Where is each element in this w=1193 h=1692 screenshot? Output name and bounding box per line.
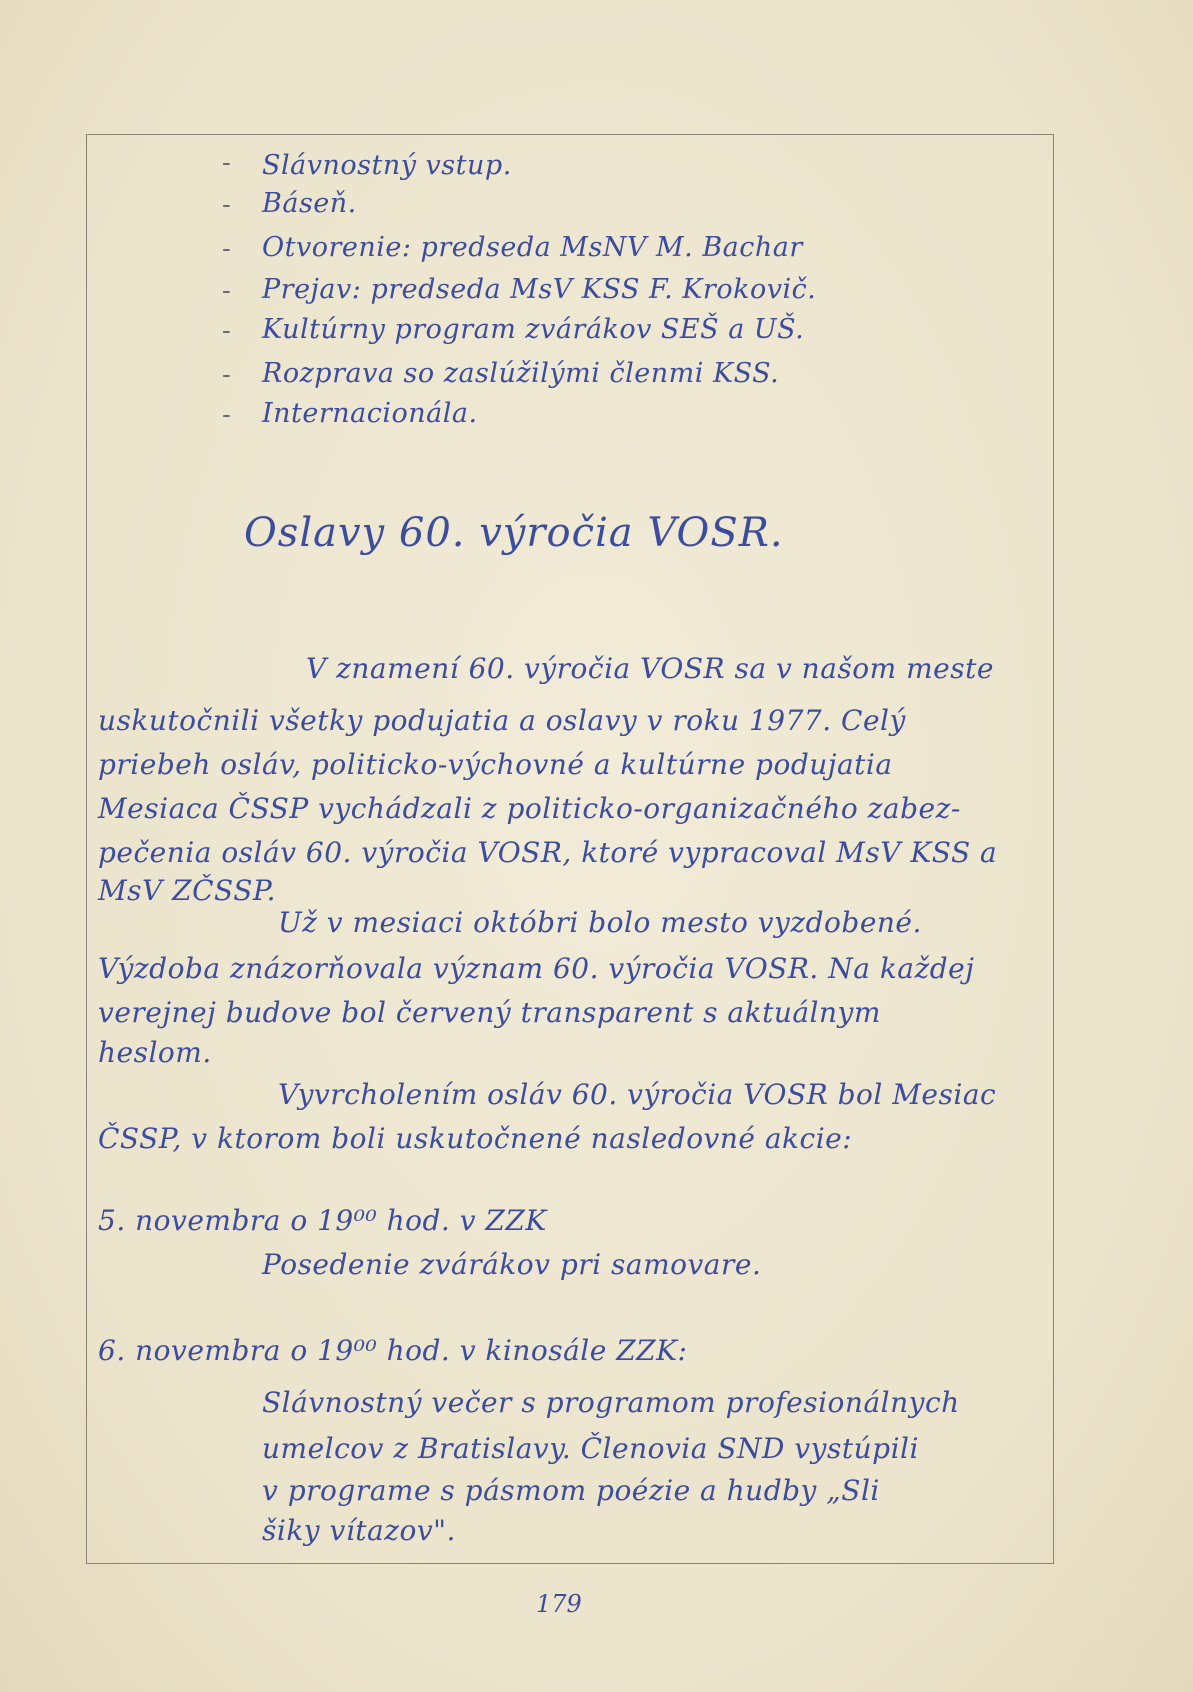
event-date: 5. novembra o 19⁰⁰ hod. v ZZK — [98, 1204, 547, 1237]
event-description: Slávnostný večer s programom profesionálnych — [262, 1386, 960, 1419]
event-description: Posedenie zvárákov pri samovare. — [262, 1248, 762, 1281]
text-line: MsV ZČSSP. — [98, 874, 276, 907]
text-line: ČSSP, v ktorom boli uskutočnené nasledovné akcie: — [98, 1122, 853, 1155]
list-dash: - — [222, 234, 231, 264]
program-item: Báseň. — [262, 188, 357, 219]
program-item: Kultúrny program zvárákov SEŠ a UŠ. — [262, 314, 805, 345]
text-line: Vyvrcholením osláv 60. výročia VOSR bol Mesiac — [278, 1078, 997, 1111]
list-dash: - — [222, 190, 231, 220]
text-line: pečenia osláv 60. výročia VOSR, ktoré vypracoval MsV KSS a — [98, 836, 998, 869]
event-date: 6. novembra o 19⁰⁰ hod. v kinosále ZZK: — [98, 1334, 688, 1367]
event-description: v programe s pásmom poézie a hudby „Sli — [262, 1474, 880, 1507]
event-description: umelcov z Bratislavy. Členovia SND vystúpili — [262, 1432, 919, 1465]
list-dash: - — [222, 360, 231, 390]
text-line: Mesiaca ČSSP vychádzali z politicko-organizačného zabez- — [98, 792, 961, 825]
text-line: uskutočnili všetky podujatia a oslavy v roku 1977. Celý — [98, 704, 906, 737]
list-dash: - — [222, 400, 231, 430]
event-description: šiky vítazov". — [262, 1514, 456, 1547]
list-dash: - — [222, 148, 231, 178]
program-item: Otvorenie: predseda MsNV M. Bachar — [262, 232, 803, 263]
page-number: 179 — [536, 1590, 582, 1618]
text-line: Už v mesiaci októbri bolo mesto vyzdobené. — [278, 906, 922, 939]
program-item: Slávnostný vstup. — [262, 150, 512, 181]
text-line: V znamení 60. výročia VOSR sa v našom meste — [306, 652, 994, 685]
section-heading: Oslavy 60. výročia VOSR. — [244, 510, 784, 556]
program-item: Rozprava so zaslúžilými členmi KSS. — [262, 358, 780, 389]
list-dash: - — [222, 276, 231, 306]
text-line: heslom. — [98, 1036, 212, 1069]
program-item: Internacionála. — [262, 398, 478, 429]
text-line: Výzdoba znázorňovala význam 60. výročia VOSR. Na každej — [98, 952, 975, 985]
program-item: Prejav: predseda MsV KSS F. Krokovič. — [262, 274, 817, 305]
text-line: verejnej budove bol červený transparent s aktuálnym — [98, 996, 881, 1029]
text-line: priebeh osláv, politicko-výchovné a kultúrne podujatia — [98, 748, 893, 781]
list-dash: - — [222, 316, 231, 346]
